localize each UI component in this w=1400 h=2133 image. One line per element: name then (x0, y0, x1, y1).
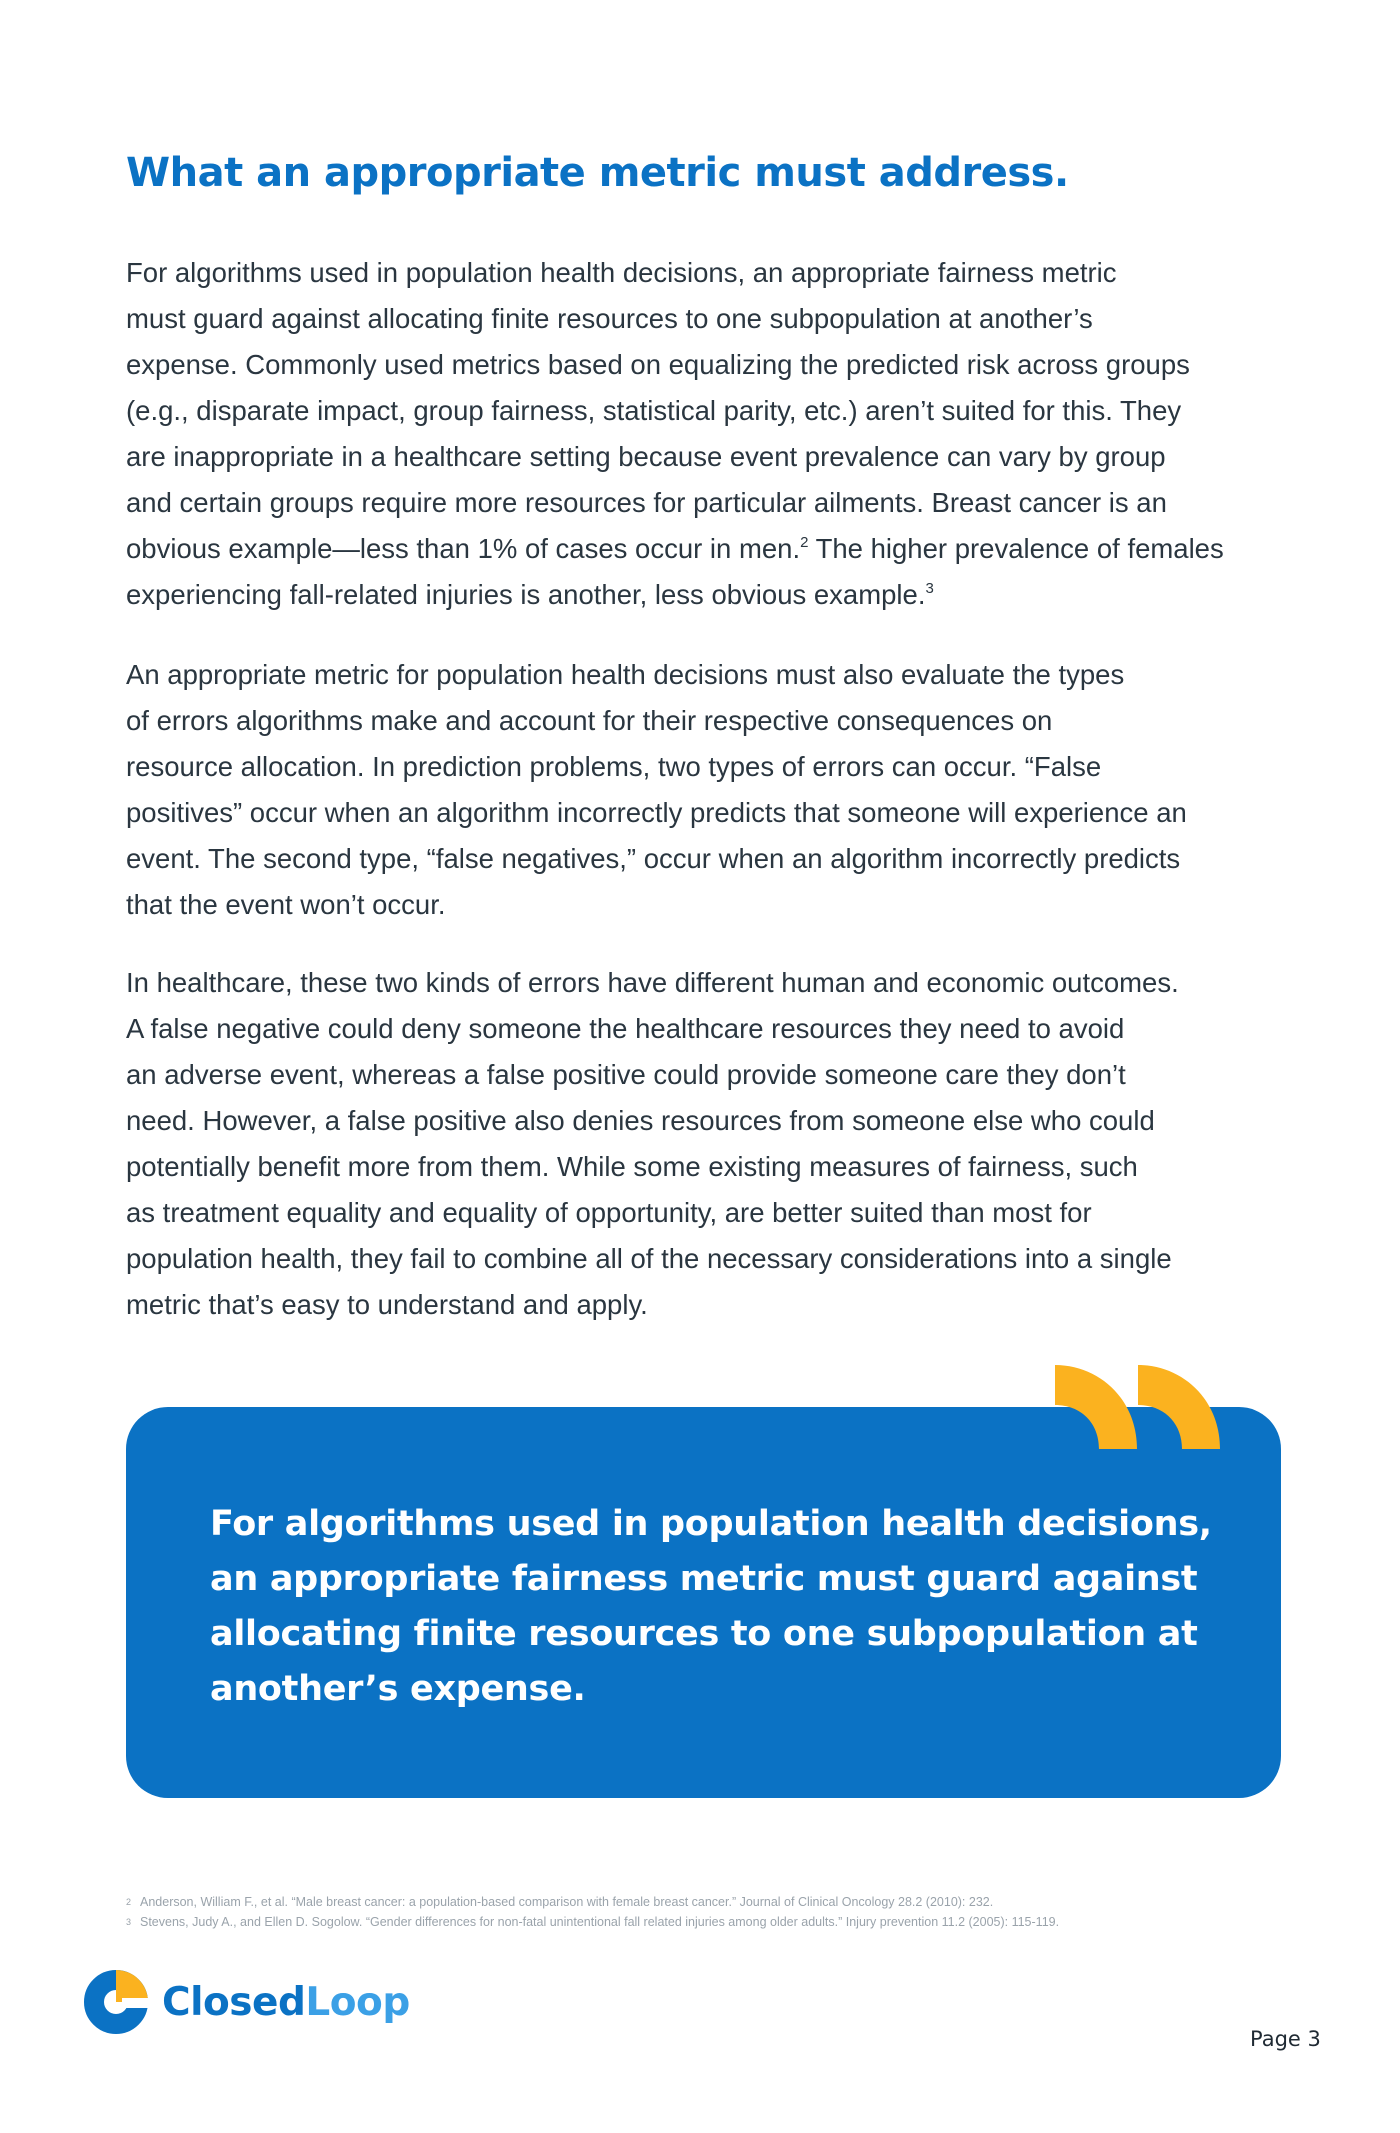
closedloop-logo (84, 1970, 410, 2034)
paragraph-1-text-b: The higher prevalence of females experiencing fall-related injuries is another, less obvious example. (126, 533, 1224, 610)
footnote-text: Anderson, William F., et al. “Male breast cancer: a population-based comparison with female breast cancer.” Journal of Clinical Oncology 28.2 (2010): 232. (140, 1895, 994, 1909)
pull-quote-box (126, 1407, 1281, 1798)
footnotes (126, 1892, 1276, 1932)
closedloop-logo-icon (84, 1970, 148, 2034)
quote-mark-icon (1055, 1365, 1137, 1449)
paragraph-1 (126, 250, 1246, 618)
footnote (126, 1892, 1276, 1912)
footnote-ref-2: 2 (800, 534, 809, 551)
pull-quote-text: For algorithms used in population health decisions, an appropriate fairness metric must guard against allocating finite resources to one subpopulation at another’s expense. (210, 1504, 1212, 1709)
footnote-text: Stevens, Judy A., and Ellen D. Sogolow. “Gender differences for non-fatal unintentional fall related injuries among older adults.” Injury prevention 11.2 (2005): 115-119. (140, 1915, 1060, 1929)
footnote-number: 3 (126, 1917, 132, 1927)
footnote (126, 1912, 1276, 1932)
footnote-number: 2 (126, 1897, 132, 1907)
footnote-ref-3: 3 (925, 580, 934, 597)
paragraph-3: In healthcare, these two kinds of errors have different human and economic outcomes. A false negative could deny someone the healthcare resources they need to avoid an adverse event, whereas a false positive could provide someone care they don’t need. However, a false positive also denies resources from someone else who could potentially benefit more from them. While some existing measures of fairness, such as treatment equality and equality of opportunity, are better suited than most for population health, they fail to combine all of the necessary considerations into a single metric that’s easy to understand and apply. (126, 967, 1179, 1320)
paragraph-1-text-a: For algorithms used in population health decisions, an appropriate fairness metric must guard against allocating finite resources to one subpopulation at another’s expense. Commonly used metrics based on equalizing the predicted risk across groups (e.g., disparate impact, group fairness, statistical parity, etc.) aren’t suited for this. They are inappropriate in a healthcare setting because event prevalence can vary by group and certain groups require more resources for particular ailments. Breast cancer is an obvious example—less than 1% of cases occur in men. (126, 257, 1190, 564)
quote-mark-icon (1138, 1365, 1220, 1449)
page-title: What an appropriate metric must address. (126, 150, 1069, 196)
logo-wordmark: ClosedLoop (162, 1979, 410, 2025)
page-number: Page 3 (1250, 2027, 1321, 2051)
paragraph-2: An appropriate metric for population health decisions must also evaluate the types of errors algorithms make and account for their respective consequences on resource allocation. In prediction problems, two types of errors can occur. “False positives” occur when an algorithm incorrectly predicts that someone will experience an event. The second type, “false negatives,” occur when an algorithm incorrectly predicts that the event won’t occur. (126, 659, 1187, 920)
